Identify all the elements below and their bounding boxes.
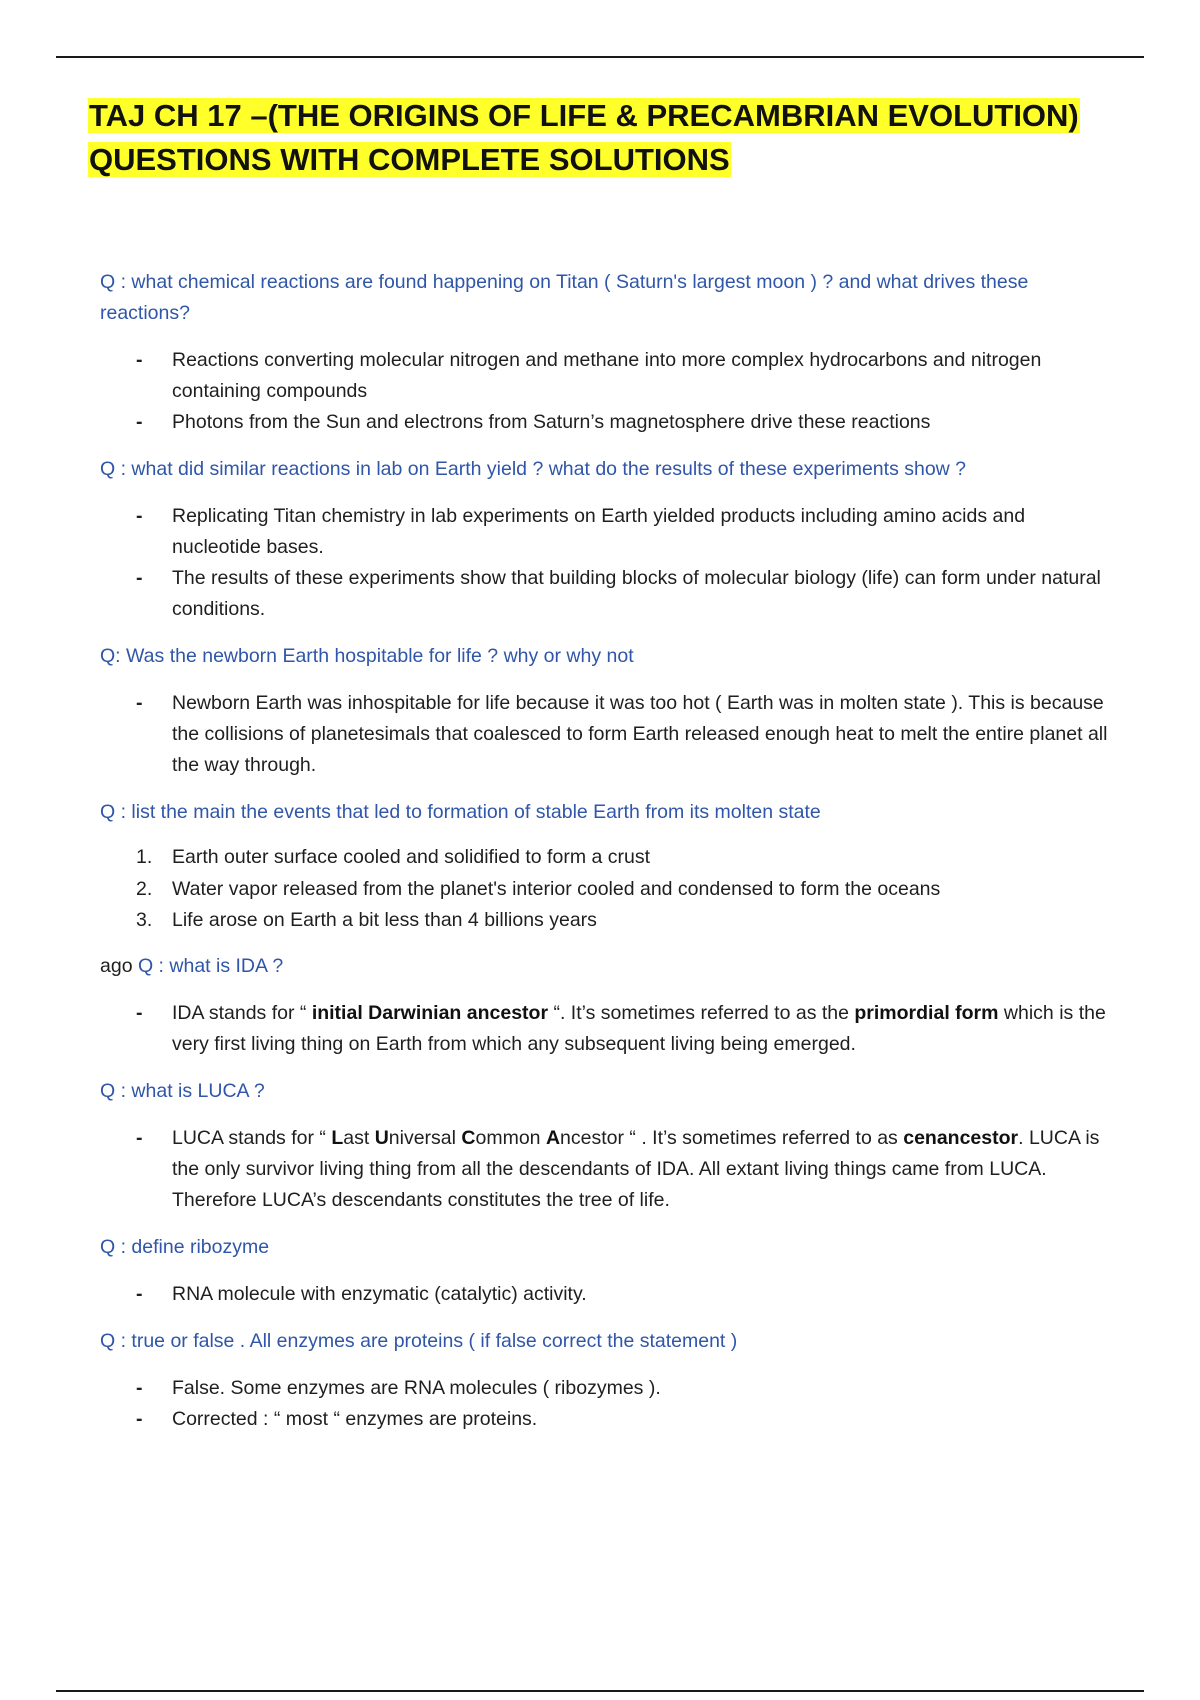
answer-bold-letter: C	[461, 1126, 476, 1149]
answer-text-part: ommon	[475, 1126, 546, 1149]
answer-list-ribozyme	[100, 1279, 1110, 1310]
answer-item	[100, 345, 1110, 407]
answer-text: RNA molecule with enzymatic (catalytic) activity.	[172, 1282, 587, 1305]
question-lab-reactions: Q : what did similar reactions in lab on Earth yield ? what do the results of these experiments show ?	[100, 458, 967, 480]
title-line-1: TAJ CH 17 –(THE ORIGINS OF LIFE & PRECAMBRIAN EVOLUTION)	[89, 98, 1079, 133]
bullet-marker: -	[136, 505, 143, 527]
question-enzymes-proteins: Q : true or false . All enzymes are proteins ( if false correct the statement )	[100, 1329, 738, 1352]
answer-text: Earth outer surface cooled and solidified to form a crust	[172, 846, 650, 868]
answer-text-part: ast	[343, 1126, 375, 1149]
number-marker: 2.	[136, 877, 153, 900]
answer-item	[100, 688, 1110, 781]
answer-list-enzymes-proteins	[100, 1373, 1110, 1435]
title-line-2: QUESTIONS WITH COMPLETE SOLUTIONS	[89, 142, 730, 177]
answer-item	[100, 874, 1110, 906]
question-ribozyme: Q : define ribozyme	[100, 1235, 270, 1258]
question-newborn-earth: Q: Was the newborn Earth hospitable for life ? why or why not	[100, 645, 634, 667]
answer-text: Life arose on Earth a bit less than 4 billions years	[172, 909, 597, 931]
answer-text: Water vapor released from the planet's interior cooled and condensed to form the oceans	[172, 877, 941, 900]
answer-list-titan-reactions	[100, 345, 1110, 438]
answer-text-part: . LUCA is the only survivor living thing from all the descendants of IDA. All extant living things came from LUCA. Therefore LUCA’s descendants constitutes the tree of life.	[172, 1126, 1100, 1211]
bullet-marker: -	[136, 1001, 143, 1024]
question-ida	[100, 951, 1110, 982]
ago-prefix: ago	[100, 954, 133, 977]
answer-text: False. Some enzymes are RNA molecules ( ribozymes ).	[172, 1376, 661, 1399]
answer-item	[100, 842, 1110, 874]
answer-text-part: ncestor “ . It’s sometimes referred to as	[560, 1126, 904, 1149]
answer-list-newborn-earth	[100, 688, 1110, 781]
answer-bold-letter: L	[331, 1126, 344, 1149]
answer-text: Newborn Earth was inhospitable for life because it was too hot ( Earth was in molten state ). This is because the collisions of planetesimals that coalesced to form Earth released enough heat to melt the entire planet all the way through.	[172, 692, 1108, 776]
bullet-marker: -	[136, 1282, 143, 1305]
answer-bold-term: cenancestor	[903, 1126, 1019, 1149]
question-luca: Q : what is LUCA ?	[100, 1079, 265, 1102]
answer-item	[100, 563, 1110, 625]
bullet-marker: -	[136, 1407, 143, 1430]
footer-rule	[56, 1690, 1144, 1692]
answer-list-lab-reactions	[100, 501, 1110, 625]
answer-item	[100, 1279, 1110, 1310]
bullet-marker: -	[136, 692, 143, 714]
answer-text-part: “. It’s sometimes referred to as the	[548, 1001, 855, 1024]
answer-item	[100, 905, 1110, 937]
answer-text-part: IDA stands for “	[172, 1001, 312, 1024]
answer-text-part: LUCA stands for “	[172, 1126, 332, 1149]
number-marker: 1.	[136, 846, 153, 868]
answer-text-part: which is the very first living thing on Earth from which any subsequent living being emerged.	[172, 1001, 1106, 1055]
answer-text: The results of these experiments show that building blocks of molecular biology (life) can form under natural conditions.	[172, 567, 1101, 620]
answer-list-stable-earth-events	[100, 842, 1110, 937]
answer-bold-letter: A	[545, 1126, 561, 1149]
answer-item	[100, 1404, 1110, 1435]
document-body	[100, 267, 1110, 1451]
answer-item	[100, 1123, 1110, 1216]
bullet-marker: -	[136, 349, 143, 371]
answer-bold-term: primordial form	[854, 1001, 999, 1024]
bullet-marker: -	[136, 567, 143, 589]
answer-item	[100, 407, 1110, 438]
number-marker: 3.	[136, 909, 153, 931]
answer-text-part: niversal	[388, 1126, 462, 1149]
answer-list-ida	[100, 998, 1110, 1060]
answer-item	[100, 501, 1110, 563]
document-title	[88, 94, 1088, 182]
answer-list-luca	[100, 1123, 1110, 1216]
bullet-marker: -	[136, 1126, 143, 1149]
answer-text: Corrected : “ most “ enzymes are proteins.	[172, 1407, 538, 1430]
answer-bold-term: initial Darwinian ancestor	[311, 1001, 549, 1024]
answer-text: Photons from the Sun and electrons from Saturn’s magnetosphere drive these reactions	[172, 411, 931, 433]
answer-bold-letter: U	[374, 1126, 389, 1149]
question-stable-earth-events: Q : list the main the events that led to formation of stable Earth from its molten state	[100, 801, 821, 823]
header-rule	[56, 56, 1144, 58]
answer-item	[100, 1373, 1110, 1404]
bullet-marker: -	[136, 1376, 143, 1399]
question-titan-reactions: Q : what chemical reactions are found happening on Titan ( Saturn's largest moon ) ? and what drives these reactions?	[100, 271, 1029, 324]
answer-item	[100, 998, 1110, 1060]
question-ida-text: Q : what is IDA ?	[137, 954, 284, 977]
answer-text: Replicating Titan chemistry in lab experiments on Earth yielded products including amino acids and nucleotide bases.	[172, 505, 1026, 558]
bullet-marker: -	[136, 411, 143, 433]
answer-text: Reactions converting molecular nitrogen and methane into more complex hydrocarbons and nitrogen containing compounds	[172, 349, 1042, 402]
